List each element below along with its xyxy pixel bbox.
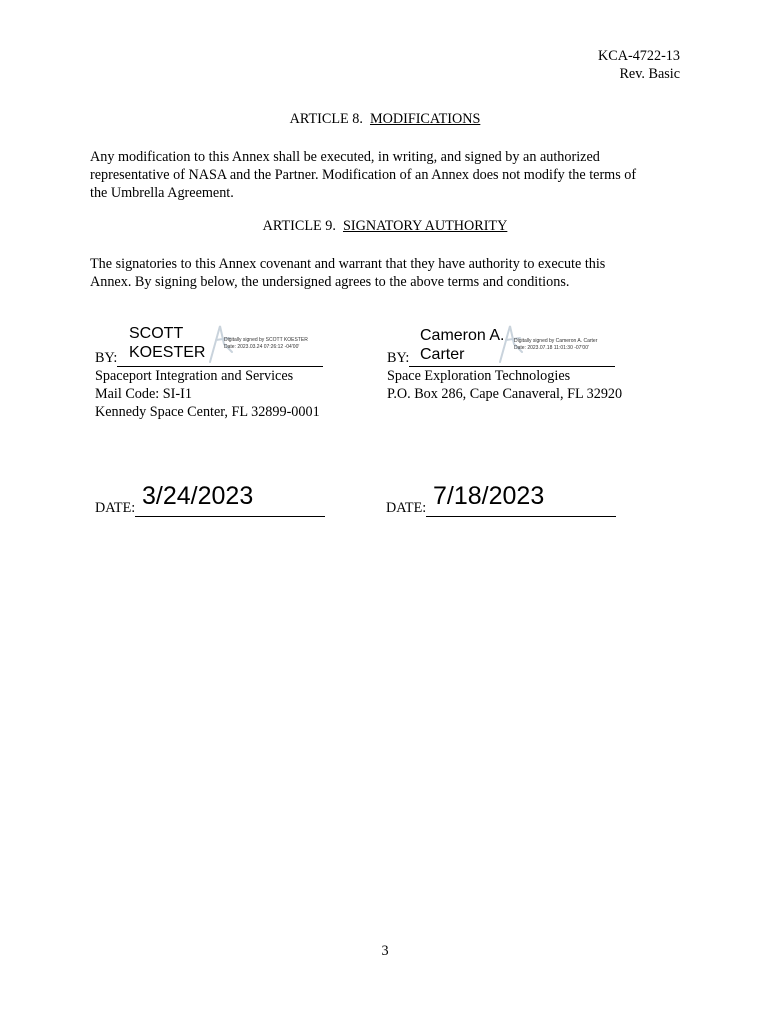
right-address-line1: P.O. Box 286, Cape Canaveral, FL 32920	[387, 386, 623, 402]
document-revision: Rev. Basic	[619, 66, 680, 82]
article-8-heading	[0, 111, 770, 128]
article-9-body	[90, 255, 682, 291]
left-date-line	[135, 500, 325, 517]
article-8-line: Any modification to this Annex shall be executed, in writing, and signed by an authorized	[90, 149, 600, 165]
right-digital-signed-by: Digitally signed by Cameron A. Carter	[514, 338, 598, 344]
article-8-title: MODIFICATIONS	[369, 111, 481, 127]
left-by-label: BY:	[95, 350, 118, 366]
left-date-label: DATE:	[95, 500, 136, 516]
right-date-row	[386, 500, 616, 517]
right-signatory-block	[387, 349, 622, 403]
left-date-row	[95, 500, 325, 517]
document-id: KCA-4722-13	[598, 48, 680, 64]
right-by-label: BY:	[387, 350, 410, 366]
left-signer-name-line1: SCOTT	[129, 325, 184, 342]
article-9-number: ARTICLE 9.	[262, 218, 336, 234]
left-address-line2: Kennedy Space Center, FL 32899-0001	[95, 404, 320, 420]
article-8-line: the Umbrella Agreement.	[90, 185, 234, 201]
right-date-label: DATE:	[386, 500, 427, 516]
page-number: 3	[381, 943, 389, 959]
right-signer-name-line1: Cameron A.	[420, 327, 505, 344]
left-by-row	[95, 349, 323, 367]
right-organization: Space Exploration Technologies	[387, 368, 571, 384]
article-9-title: SIGNATORY AUTHORITY	[342, 218, 508, 234]
article-8-body	[90, 148, 682, 202]
right-date-value: 7/18/2023	[433, 482, 545, 510]
right-signature-line	[409, 350, 615, 367]
right-signer-name-line2: Carter	[420, 346, 465, 363]
right-by-row	[387, 349, 622, 367]
left-signatory-block	[95, 349, 323, 421]
right-date-line	[426, 500, 616, 517]
article-9-line: Annex. By signing below, the undersigned agrees to the above terms and conditions.	[90, 274, 570, 290]
left-address-line1: Mail Code: SI-I1	[95, 386, 192, 402]
article-9-line: The signatories to this Annex covenant and warrant that they have authority to execute this	[90, 256, 606, 272]
left-organization: Spaceport Integration and Services	[95, 368, 294, 384]
right-digital-signed-date: Date: 2023.07.18 11:01:30 -07'00'	[514, 345, 589, 351]
left-digital-signed-by: Digitally signed by SCOTT KOESTER	[224, 337, 308, 343]
left-digital-signed-date: Date: 2023.03.24 07:26:12 -04'00'	[224, 344, 300, 350]
left-signature-line	[117, 350, 323, 367]
article-8-line: representative of NASA and the Partner. Modification of an Annex does not modify the terms of	[90, 167, 637, 183]
article-8-number: ARTICLE 8.	[289, 111, 363, 127]
article-9-heading	[0, 218, 770, 235]
left-signer-name-line2: KOESTER	[129, 344, 206, 361]
left-date-value: 3/24/2023	[142, 482, 254, 510]
document-header	[598, 47, 680, 83]
